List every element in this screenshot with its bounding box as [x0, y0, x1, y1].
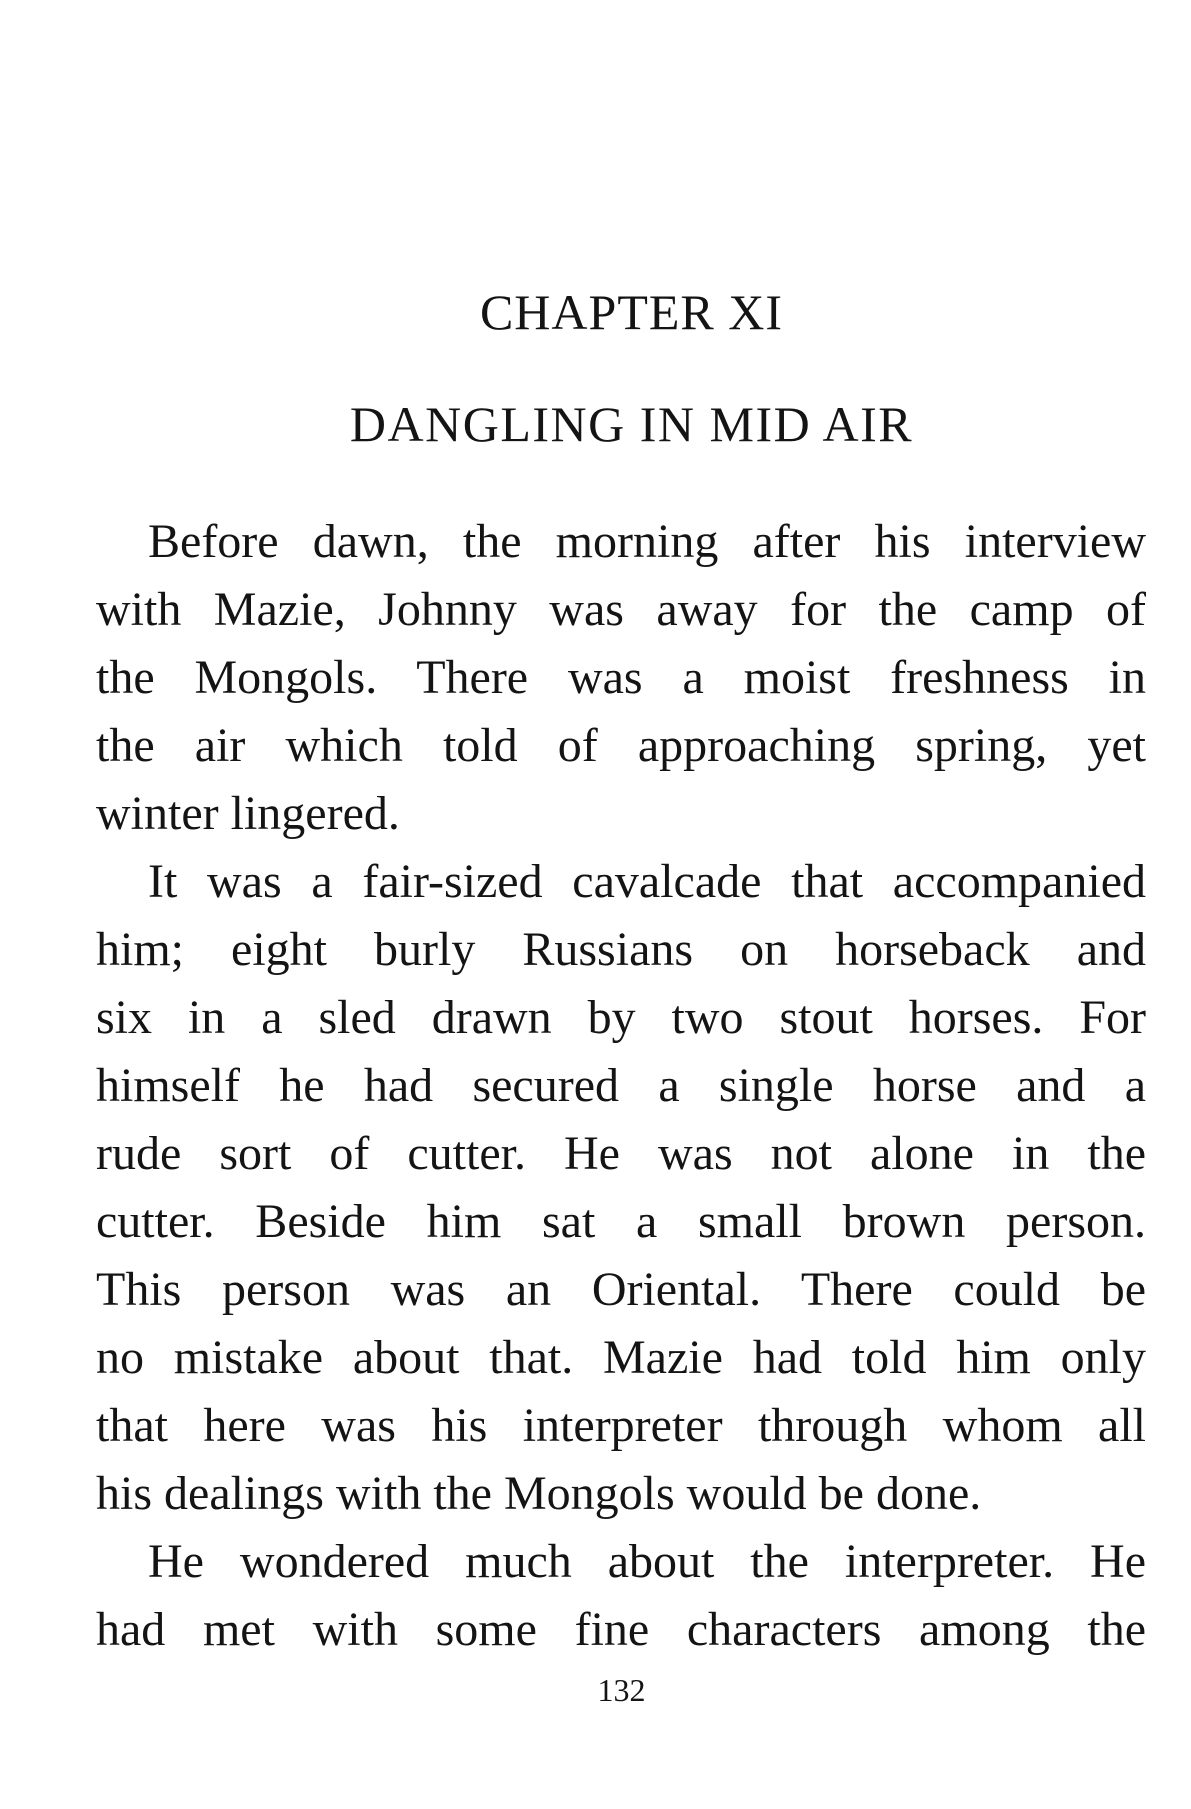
text-line: six in a sled drawn by two stout horses. For [96, 991, 1146, 1044]
text-line: the Mongols. There was a moist freshness in [96, 651, 1146, 704]
text-line: cutter. Beside him sat a small brown person. [96, 1195, 1146, 1248]
text-line: had met with some fine characters among the [96, 1603, 1146, 1656]
text-line: no mistake about that. Mazie had told him only [96, 1331, 1146, 1384]
text-line: It was a fair-sized cavalcade that accompanied [148, 855, 1146, 908]
text-line: himself he had secured a single horse and a [96, 1059, 1146, 1112]
body-text [96, 508, 1146, 1664]
text-line: rude sort of cutter. He was not alone in the [96, 1127, 1146, 1180]
page-number: 132 [597, 1672, 646, 1708]
text-line: This person was an Oriental. There could be [96, 1263, 1146, 1316]
text-line: him; eight burly Russians on horseback and [96, 923, 1146, 976]
chapter-title: DANGLING IN MID AIR [349, 396, 914, 452]
text-line: his dealings with the Mongols would be done. [96, 1467, 982, 1520]
text-line: Before dawn, the morning after his interview [148, 515, 1146, 568]
text-line: He wondered much about the interpreter. He [148, 1535, 1146, 1588]
text-line: the air which told of approaching spring, yet [96, 719, 1146, 772]
text-line: that here was his interpreter through whom all [96, 1399, 1146, 1452]
text-line: winter lingered. [96, 787, 400, 840]
text-line: with Mazie, Johnny was away for the camp of [96, 583, 1146, 636]
chapter-number: CHAPTER XI [479, 284, 784, 340]
